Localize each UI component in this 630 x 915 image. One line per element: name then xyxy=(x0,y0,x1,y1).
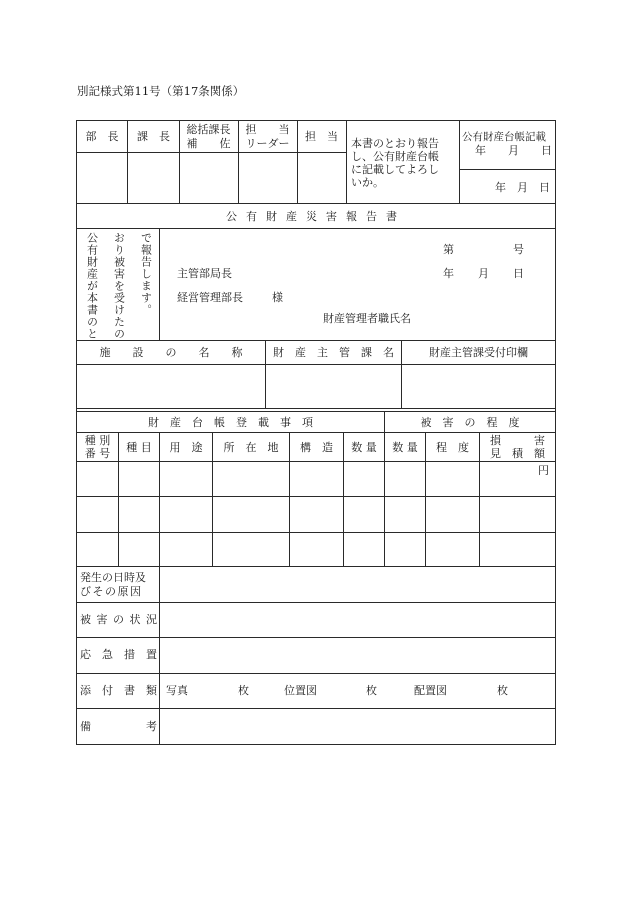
approval-bottom-line xyxy=(76,203,556,204)
title-bottom-line xyxy=(76,228,556,229)
facility-header-line xyxy=(76,364,556,365)
attachment-location-map-unit: 枚 xyxy=(366,684,377,697)
attachment-layout-map: 配置図 xyxy=(414,684,447,697)
approval-bucho-label: 部 長 xyxy=(85,130,119,143)
approval-vline-1 xyxy=(127,120,128,204)
ledger-title-line xyxy=(76,432,556,433)
ledger-row-line-2 xyxy=(76,532,556,533)
remarks-label: 備 考 xyxy=(80,720,157,733)
approval-tanto-label: 担 当 xyxy=(305,130,338,143)
approval-sokatsu-label-1: 総括課長 xyxy=(186,123,231,136)
facility-bottom-line xyxy=(76,408,556,409)
attachment-location-map: 位置図 xyxy=(284,684,317,697)
ledger-entry-date: 年 月 日 xyxy=(475,144,552,157)
report-date-month: 月 xyxy=(478,267,489,280)
damage-status-label: 被 害 の 状 況 xyxy=(80,613,158,626)
emergency-label: 応 急 措 置 xyxy=(80,648,157,661)
approval-header-line xyxy=(76,152,346,153)
ledger-bottom-line xyxy=(76,566,556,567)
approval-date: 年 月 日 xyxy=(495,181,550,194)
lower-row-line-4 xyxy=(76,708,556,709)
col-degree: 程 度 xyxy=(436,441,469,454)
col-quantity: 数 量 xyxy=(351,441,377,454)
approval-leader-label-1: 担 当 xyxy=(245,123,290,136)
col-kind-no-1: 種 別 xyxy=(84,434,111,447)
report-vertical-line-2: おり被害を受けたの xyxy=(112,232,126,340)
col-item: 種 目 xyxy=(126,441,152,454)
col-use: 用 途 xyxy=(169,441,203,454)
lower-vline xyxy=(159,566,160,745)
stamp-header: 財産主管課受付印欄 xyxy=(429,346,528,359)
attachments-label: 添 付 書 類 xyxy=(80,684,157,697)
report-number-label: 第 xyxy=(443,243,454,256)
frame-bottom xyxy=(76,744,556,745)
report-sender: 財産管理者職氏名 xyxy=(323,312,411,325)
approval-request-line-1: 本書のとおり報告 xyxy=(351,137,439,150)
report-date-year: 年 xyxy=(443,267,454,280)
attachment-photo-unit: 枚 xyxy=(238,684,249,697)
col-damage-quantity: 数 量 xyxy=(392,441,418,454)
frame-top xyxy=(76,120,555,121)
col-kind-no-2: 番 号 xyxy=(84,447,111,460)
ledger-header-line xyxy=(76,461,556,462)
report-bottom-line xyxy=(76,340,556,341)
attachment-layout-map-unit: 枚 xyxy=(497,684,508,697)
approval-request-line-4: いか。 xyxy=(351,176,384,189)
approval-request-line-2: し、公有財産台帳 xyxy=(351,150,439,163)
report-honorific: 様 xyxy=(272,291,283,304)
ledger-row-line-1 xyxy=(76,496,556,497)
attachment-photo: 写真 xyxy=(166,684,188,697)
occurrence-label-2: びその原因 xyxy=(80,585,143,598)
occurrence-label-1: 発生の日時及 xyxy=(80,571,146,584)
report-recipient-2: 経営管理部長 xyxy=(177,291,243,304)
lower-row-line-3 xyxy=(76,673,556,674)
col-location: 所 在 地 xyxy=(223,441,279,454)
ledger-vline-6 xyxy=(384,411,385,567)
lower-row-line-1 xyxy=(76,602,556,603)
section-name-header: 財 産 主 管 課 名 xyxy=(273,346,394,359)
ledger-top-double xyxy=(76,411,556,412)
report-recipient-1: 主管部局長 xyxy=(177,267,232,280)
ledger-section-title: 財 産 台 帳 登 載 事 項 xyxy=(148,416,313,429)
ledger-entry-line xyxy=(459,169,555,170)
approval-vline-5 xyxy=(346,120,347,204)
form-caption: 別記様式第11号（第17条関係） xyxy=(77,84,245,98)
report-vline xyxy=(159,228,160,341)
report-title: 公有財産災害報告書 xyxy=(226,210,406,223)
facility-name-header: 施 設 の 名 称 xyxy=(99,346,243,359)
approval-vline-6 xyxy=(459,120,460,204)
ledger-entry-label: 公有財産台帳記載 xyxy=(462,131,546,143)
approval-request-line-3: に記載してよろし xyxy=(351,163,439,176)
report-vertical-line-3: 公有財産が本書のと xyxy=(85,232,99,340)
yen-unit: 円 xyxy=(538,464,549,477)
approval-kacho-label: 課 長 xyxy=(137,130,170,143)
col-loss-1: 損 害 xyxy=(490,434,545,447)
lower-row-line-2 xyxy=(76,637,556,638)
damage-section-title: 被 害 の 程 度 xyxy=(420,416,520,429)
report-number-suffix: 号 xyxy=(513,243,524,256)
report-vertical-line-1: で報告します。 xyxy=(139,232,153,316)
col-structure: 構 造 xyxy=(300,441,333,454)
approval-sokatsu-label-2: 補 佐 xyxy=(186,137,231,150)
col-loss-2: 見 積 額 xyxy=(490,447,545,460)
report-date-day: 日 xyxy=(513,267,524,280)
approval-leader-label-2: リーダー xyxy=(245,137,290,150)
